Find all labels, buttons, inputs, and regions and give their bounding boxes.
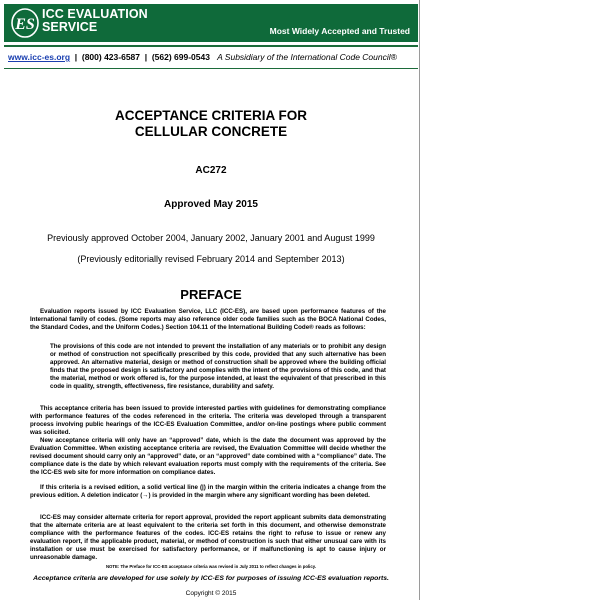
logo-line-1: ICC EVALUATION xyxy=(42,7,148,21)
tagline: Most Widely Accepted and Trusted xyxy=(269,26,410,36)
previous-approvals: Previously approved October 2004, January 2002, January 2001 and August 1999 xyxy=(47,233,375,243)
header-divider xyxy=(4,45,418,47)
contact-separator: | xyxy=(140,52,152,62)
page-edge-rule xyxy=(419,0,420,600)
subsidiary-note: A Subsidiary of the International Code Council® xyxy=(217,52,397,62)
contact-separator: | xyxy=(70,52,82,62)
phone-number-2: (562) 699-0543 xyxy=(151,52,210,62)
preface-paragraph-5: ICC-ES may consider alternate criteria for report approval, provided the report applicant submits data demonstrating that the alternate criteria are at least equivalent to the criteria set forth in this document, and otherwise demonstrate compliance with the performance features of the codes. ICC-ES retains the right to refuse to issue or renew any evaluation report, if the applicable product, material, or method of construction is such that either unusual care with its installation or use must be exercised for satisfactory performance, or if malfunctioning is apt to cause injury or unreasonable damage. xyxy=(30,514,386,561)
website-link[interactable]: www.icc-es.org xyxy=(8,52,71,62)
title-line-2: CELLULAR CONCRETE xyxy=(134,123,288,139)
approval-date: Approved May 2015 xyxy=(164,199,258,210)
criteria-code: AC272 xyxy=(195,165,227,176)
logo-line-2: SERVICE xyxy=(42,20,98,34)
preface-heading: PREFACE xyxy=(180,287,242,302)
document-title xyxy=(4,108,418,139)
contact-divider xyxy=(4,68,418,69)
header-banner xyxy=(4,4,418,42)
preface-paragraph-2: This acceptance criteria has been issued to provide interested parties with guidelines for demonstrating compliance with performance features of the codes referenced in the criteria. The criteria was developed through a transparent process involving public hearings of the ICC-ES Evaluation Committee, and/or on-line postings where public comment was solicited. xyxy=(30,405,386,436)
preface-note: NOTE: The Preface for ICC-ES acceptance criteria was revised in July 2011 to reflect changes in policy. xyxy=(105,564,317,569)
preface-paragraph-4: If this criteria is a revised edition, a solid vertical line (|) in the margin within the criteria indicates a change from the previous edition. A deletion indicator (→) is provided in the margin where any significant wording has been deleted. xyxy=(30,484,386,499)
title-line-1: ACCEPTANCE CRITERIA FOR xyxy=(115,108,307,123)
preface-paragraph-3: New acceptance criteria will only have an “approved” date, which is the date the document was approved by the Evaluation Committee. When existing acceptance criteria are revised, the Evaluation Committee will decide whether the revised document should carry only an “approved” date, or an “approved” date combined with a “compliance” date. The compliance date is the date by which relevant evaluation reports must comply with the requirements of the criteria. See the ICC-ES web site for more information on compliance dates. xyxy=(30,437,386,476)
editorial-revisions: (Previously editorially revised February 2014 and September 2013) xyxy=(77,254,345,264)
svg-text:ES: ES xyxy=(15,16,35,33)
logo-wordmark xyxy=(42,8,148,34)
usage-statement: Acceptance criteria are developed for use solely by ICC-ES for purposes of issuing ICC-ES evaluation reports. xyxy=(33,575,389,582)
preface-paragraph-1: Evaluation reports issued by ICC Evaluation Service, LLC (ICC-ES), are based upon performance features of the International family of codes. (Some reports may also reference older code families such as the BOCA National Codes, the Standard Codes, and the Uniform Codes.) Section 104.11 of the International Building Code® reads as follows: xyxy=(30,308,386,331)
copyright: Copyright © 2015 xyxy=(185,590,237,597)
contact-line xyxy=(8,52,397,62)
icc-es-logo-icon xyxy=(10,7,40,39)
phone-number-1: (800) 423-6587 xyxy=(81,52,141,62)
code-quotation: The provisions of this code are not intended to prevent the installation of any materials or to prohibit any design or method of construction not specifically prescribed by this code, provided that any such alternative has been approved. An alternative material, design or method of construction shall be approved where the building official finds that the proposed design is satisfactory and complies with the intent of the provisions of this code, and that the material, method or work offered is, for the purpose intended, at least the equivalent of that prescribed in this code in quality, strength, effectiveness, fire resistance, durability and safety. xyxy=(50,343,386,390)
